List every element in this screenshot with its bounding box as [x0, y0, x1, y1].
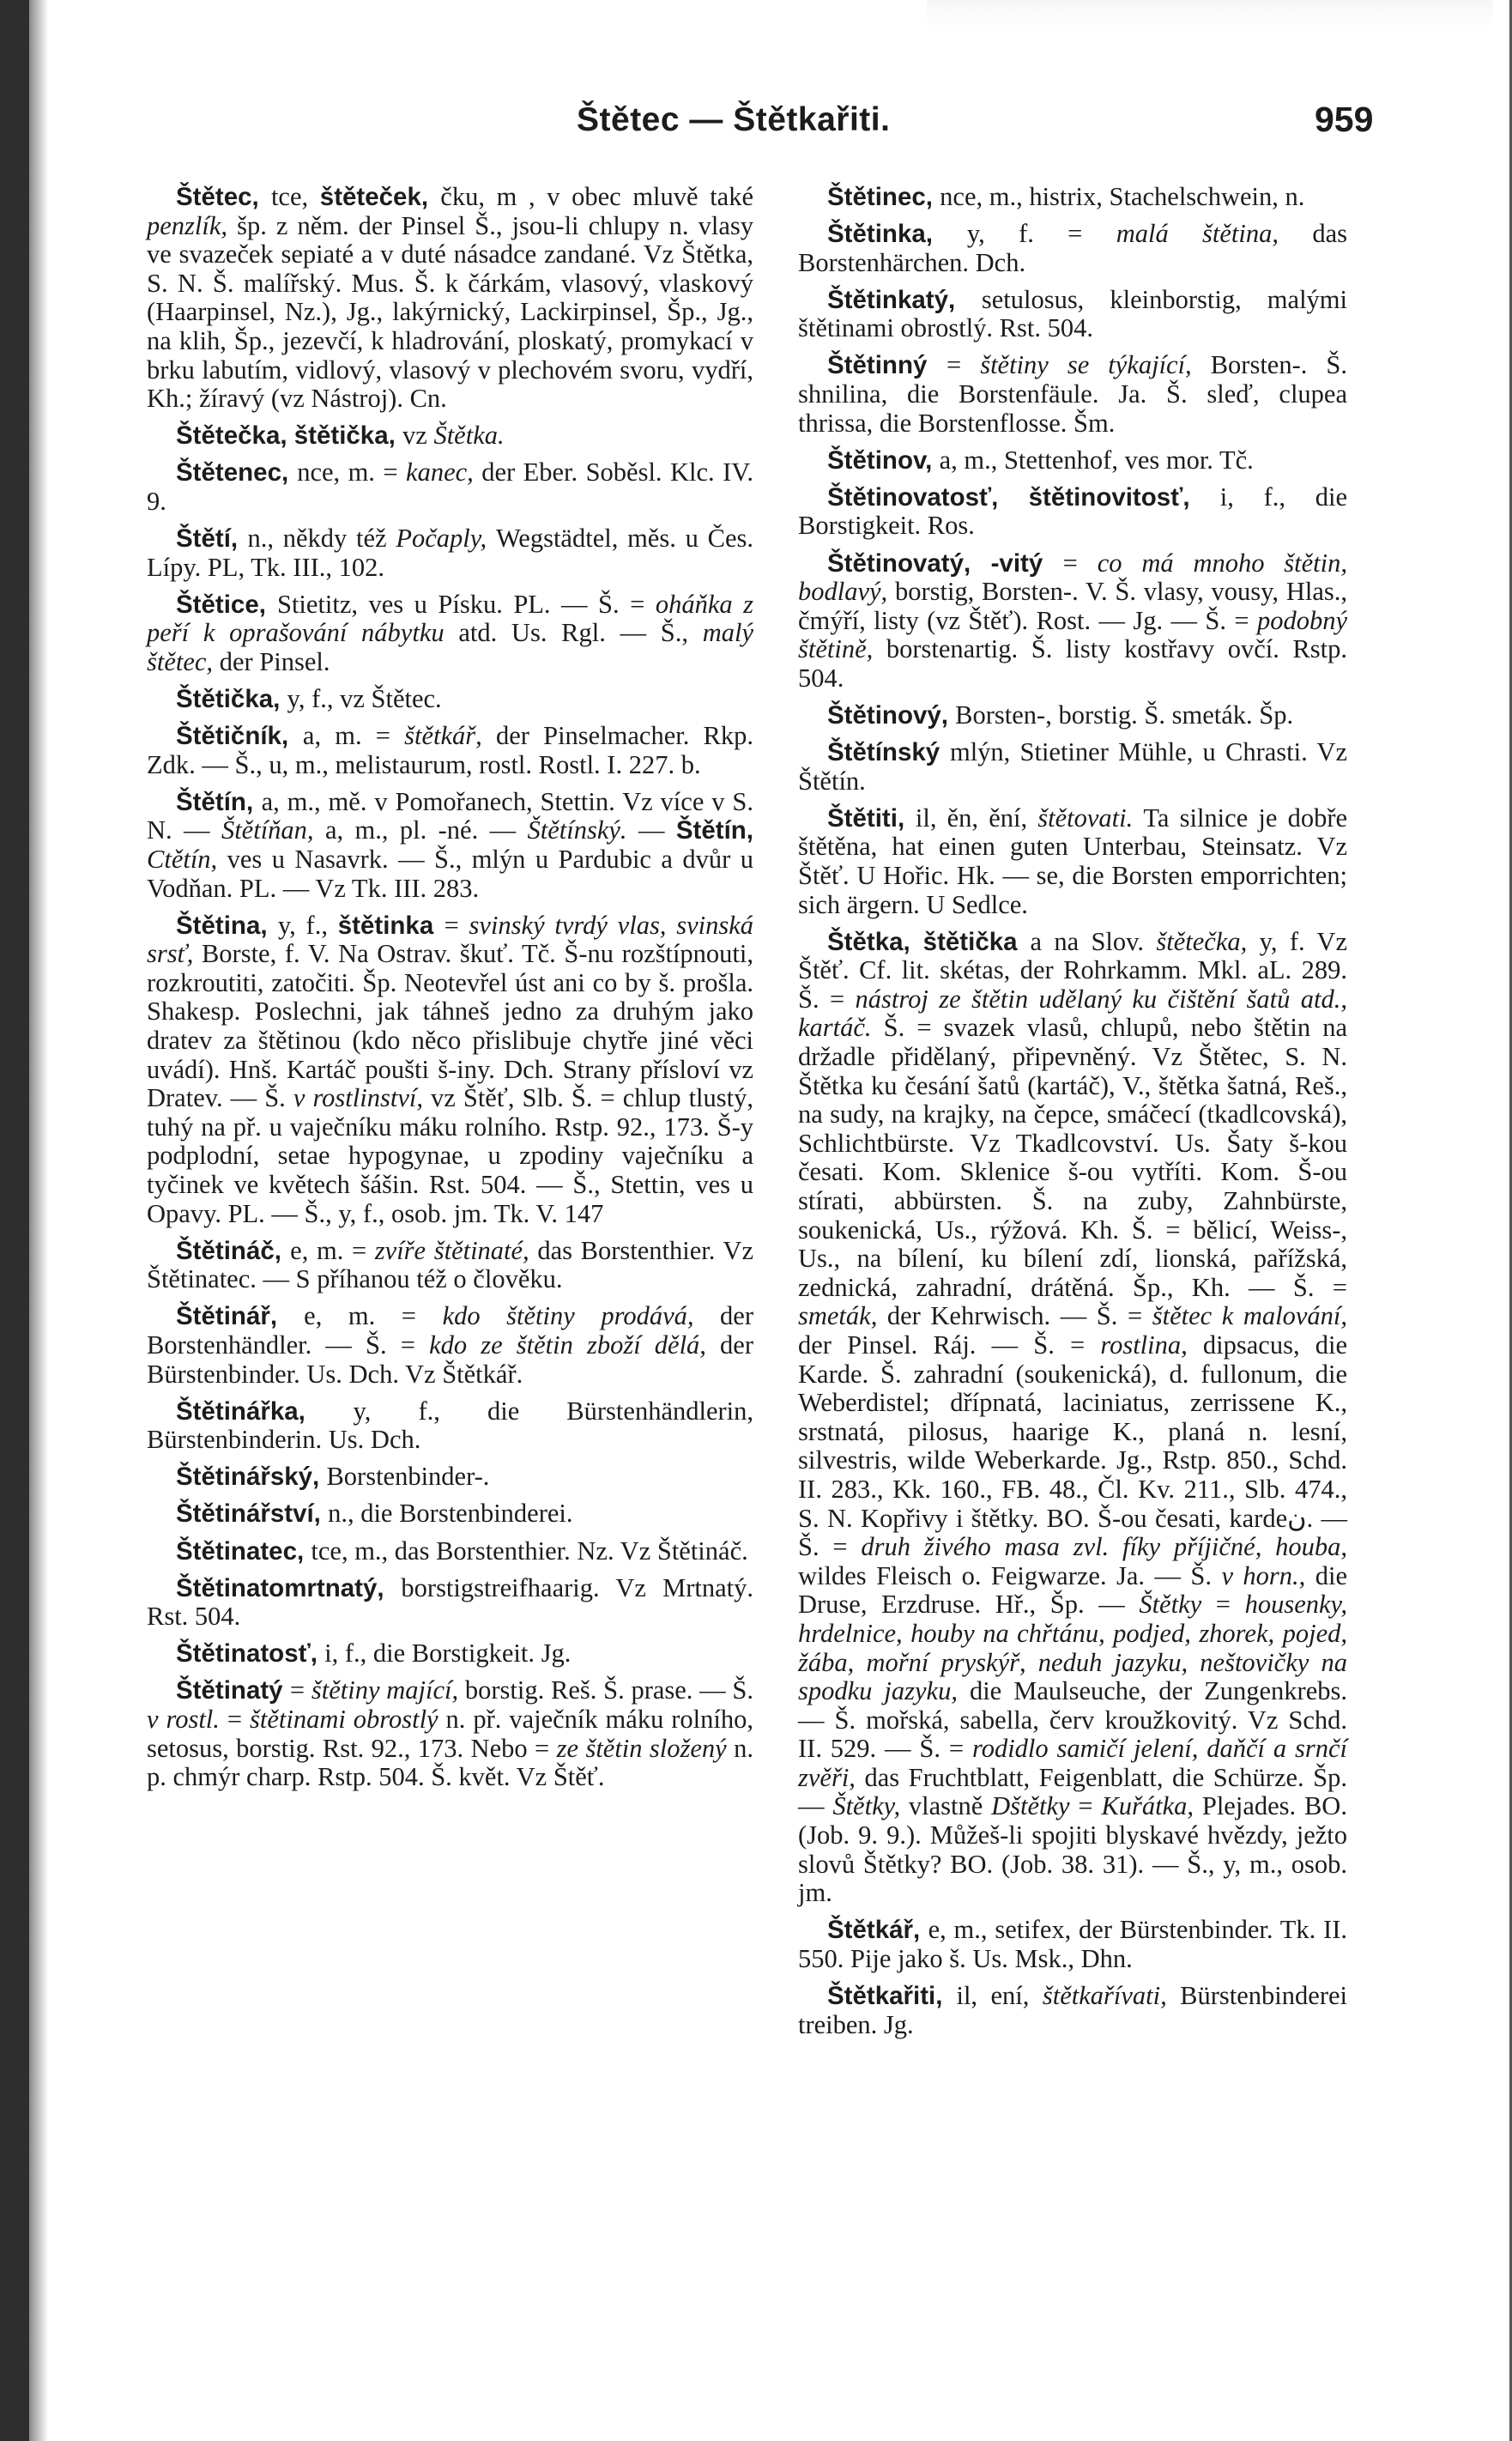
- entry-text: die Druse, Erzdruse. Hř., Šp. —: [798, 1560, 1347, 1620]
- entry-text: n. př. vaječník máku rolního, setosus, borstig. Rst. 92., 173. Nebo =: [147, 1705, 753, 1763]
- dictionary-entry: [147, 788, 753, 903]
- entry-text: das Borstenthier. Vz Štětinatec. — S příhanou též o člověku.: [147, 1235, 753, 1294]
- page-number: 959: [1315, 100, 1374, 139]
- entry-italic-text: kdo štětiny prodává,: [442, 1301, 721, 1331]
- entry-text: il, ěn, ění,: [915, 803, 1038, 833]
- entry-headword: Štětenec,: [176, 458, 298, 488]
- entry-text: nce, m., histrix, Stachelschwein, n.: [940, 182, 1305, 211]
- entry-text: Borsten-, borstig. Š. smeták. Šp.: [955, 700, 1294, 730]
- entry-text: n., někdy též: [247, 524, 396, 554]
- entry-text: =: [1062, 548, 1098, 578]
- entry-text: a, m., Stettenhof, ves mor. Tč.: [939, 445, 1254, 475]
- entry-text: =: [289, 1675, 311, 1705]
- dictionary-entry: [147, 1676, 753, 1791]
- entry-text: der Eber. Soběsl. Klc. IV. 9.: [147, 457, 753, 516]
- entry-headword: štěteček,: [319, 183, 441, 211]
- entry-text: =: [444, 910, 469, 940]
- entry-italic-text: nástroj ze štětin udělaný ku čištění šatů atd., kartáč.: [798, 984, 1347, 1043]
- entry-italic-text: Dštětky: [991, 1791, 1079, 1821]
- entry-headword: Štětináč,: [176, 1236, 291, 1265]
- entry-headword: Štětinkatý,: [827, 285, 982, 314]
- dictionary-entry: [147, 1499, 753, 1529]
- entry-headword: Štětinářství,: [176, 1499, 329, 1529]
- page-edge-top: [927, 0, 1493, 29]
- entry-italic-text: Kuřátka,: [1101, 1791, 1202, 1821]
- entry-headword: Štětkařiti,: [827, 1982, 957, 2011]
- entry-headword: štětinka: [337, 911, 445, 940]
- entry-text: Borste, f. V. Na Ostrav. škuť. Tč. Š-nu rozštípnouti, rozkroutiti, zatočiti. Šp. Neotevřel úst ani co by š. prošla. Shakesp. Poslechni, jak táhneš jedno za druhým jako dratev za štětinou (kdo něco přislibuje chytře jiné věci uvádí). Hnš. Kartáč poušti š-iny. Dch. Strany přísloví vz Dratev. — Š.: [147, 939, 753, 1113]
- entry-headword: Štětinářka,: [176, 1396, 354, 1426]
- running-head: Štětec — Štětkařiti.: [577, 101, 891, 138]
- dictionary-entry: [798, 1982, 1347, 2039]
- entry-text: der Pinsel.: [219, 646, 330, 676]
- entry-text: vlastně: [908, 1791, 992, 1821]
- dictionary-entry: [798, 351, 1347, 438]
- entry-text: šp. z něm. der Pinsel Š., jsou-li chlupy n. vlasy ve svazeček sepiaté a v duté násadce zandané. Vz Štětka, S. N. Š. malířský. Mus. Š. k čárkám, vlasový, vlaskový (Haarpinsel, Nz.), Jg., lakýrnický, Lackirpinsel, Šp., Jg., na klih, Šp., jezevčí, k hladrování, ploskatý, promykací v brku labutím, vidlový, vlasový v plechovém svoru, vydří, Kh.; žíravý (vz Nástroj). Cn.: [147, 210, 753, 414]
- entry-text: der Borstenhändler. — Š. =: [147, 1301, 753, 1360]
- entry-text: der Bürstenbinder. Us. Dch. Vz Štětkář.: [147, 1330, 753, 1389]
- entry-headword: Štětec,: [176, 183, 271, 211]
- entry-italic-text: štětkařívati,: [1042, 1981, 1181, 2011]
- entry-italic-text: štětovati.: [1037, 803, 1144, 833]
- dictionary-entry: [147, 1302, 753, 1389]
- entry-headword: Štětinov,: [827, 445, 940, 475]
- entry-text: Stietitz, ves u Písku. PL. — Š. =: [277, 589, 656, 619]
- dictionary-entry: [147, 722, 753, 779]
- entry-italic-text: rostlina,: [1100, 1330, 1203, 1360]
- entry-headword: Štětinatý: [176, 1676, 290, 1705]
- entry-italic-text: kdo ze štětin zboží dělá,: [429, 1330, 721, 1360]
- dictionary-entry: [798, 701, 1347, 730]
- entry-text: wildes Fleisch o. Feigwarze. Ja. — Š.: [798, 1560, 1222, 1590]
- scan-shadow-left: [0, 0, 29, 2441]
- entry-text: y, f. Vz Štěť. Cf. lit. skétas, der Rohrkamm. Mkl. aL. 289. Š. =: [798, 926, 1347, 1014]
- dictionary-entry: [147, 458, 753, 516]
- dictionary-entry: [798, 928, 1347, 1908]
- entry-italic-text: Štětky: [1139, 1590, 1216, 1620]
- entry-italic-text: štětiny se týkající,: [980, 350, 1211, 380]
- entry-text: borstig, Borsten-. V. Š. vlasy, vousy, Hlas., čmýří, listy (vz Štěť). Rost. — Jg. — Š. =: [798, 577, 1347, 635]
- entry-text: tce, m., das Borstenthier. Nz. Vz Štětináč.: [311, 1535, 748, 1566]
- dictionary-entry: [147, 1574, 753, 1632]
- entry-italic-text: Štětka.: [433, 421, 505, 451]
- entry-headword: Štětička,: [176, 685, 287, 713]
- dictionary-entry: [798, 804, 1347, 919]
- entry-italic-text: housenky, hrdelnice, houby na chřtánu, podjed, zhorek, pojed, žába, mořní pryskýř, neduh jazyku, neštovičky na spodku jazyku,: [798, 1590, 1348, 1706]
- entry-text: i, f., die Borstigkeit. Jg.: [324, 1638, 572, 1669]
- entry-headword: Štětinovatosť, štětinovitosť,: [827, 482, 1220, 512]
- entry-text: borstenartig. Š. listy kostřavy ovčí. Rstp. 504.: [798, 634, 1347, 693]
- entry-headword: Štětice,: [176, 590, 277, 619]
- dictionary-entry: [147, 183, 753, 414]
- entry-text: i, f., die Borstigkeit. Ros.: [798, 482, 1347, 541]
- entry-headword: Štětí,: [176, 524, 248, 554]
- dictionary-entry: [798, 220, 1347, 277]
- entry-text: y, f., die Bürstenhändlerin, Bürstenbinderin. Us. Dch.: [147, 1396, 753, 1455]
- dictionary-entry: [147, 1639, 753, 1669]
- entry-italic-text: Počaply,: [396, 524, 496, 554]
- entry-italic-text: zvíře štětinaté,: [374, 1235, 538, 1265]
- entry-italic-text: oháňka z peří k oprašování nábytku: [147, 589, 753, 648]
- entry-italic-text: rodidlo samičí jelení, daňčí a srnčí zvěři,: [798, 1734, 1347, 1792]
- entry-headword: Štětiti,: [827, 803, 916, 833]
- entry-italic-text: co má mnoho štětin, bodlavý,: [798, 548, 1348, 607]
- entry-text: n. p. chmýr charp. Rstp. 504. Š. květ. Vz Štěť.: [147, 1733, 754, 1792]
- entry-italic-text: Štětínský.: [527, 815, 638, 845]
- entry-text: =: [227, 1705, 250, 1734]
- entry-italic-text: v horn.,: [1221, 1560, 1315, 1590]
- dictionary-entry: [798, 549, 1347, 694]
- entry-text: a, m. =: [302, 721, 405, 751]
- entry-italic-text: malá štětina,: [1116, 219, 1313, 249]
- entry-italic-text: podobný štětině,: [798, 605, 1347, 664]
- entry-text: Ta silnice je dobře štětěna, hat einen guten Unterbau, Steinsatz. Vz Štěť. U Hořic. Hk. — se, die Borsten emporrichten; sich ärgern. U Sedlce.: [798, 803, 1348, 919]
- entry-italic-text: svinský tvrdý vlas, svinská srsť,: [147, 910, 753, 969]
- entry-italic-text: štětiny mající,: [311, 1675, 465, 1705]
- entry-text: n., die Borstenbinderei.: [328, 1499, 573, 1529]
- dictionary-entry: [798, 1916, 1347, 1973]
- entry-text: e, m., setifex, der Bürstenbinder. Tk. II. 550. Pije jako š. Us. Msk., Dhn.: [798, 1915, 1347, 1973]
- entry-text: y, f., vz Štětec.: [287, 684, 442, 713]
- entry-text: der Kehrwisch. — Š. =: [886, 1301, 1152, 1331]
- entry-text: nce, m. =: [297, 457, 407, 488]
- entry-text: vz: [402, 421, 434, 451]
- entry-italic-text: kanec,: [406, 457, 482, 488]
- entry-text: der Pinselmacher. Rkp. Zdk. — Š., u, m., melistaurum, rostl. Rostl. I. 227. b.: [147, 721, 754, 779]
- dictionary-entry: [147, 524, 753, 582]
- entry-italic-text: v rostlinství,: [293, 1083, 432, 1113]
- entry-text: Bürstenbinderei treiben. Jg.: [798, 1981, 1347, 2039]
- entry-italic-text: smeták,: [798, 1301, 887, 1331]
- entry-text: =: [1078, 1791, 1102, 1821]
- entry-text: das Fruchtblatt, Feigenblatt, die Schürze. Šp. —: [798, 1762, 1348, 1821]
- entry-headword: Štětina,: [176, 911, 278, 940]
- entry-italic-text: Štětky,: [832, 1791, 909, 1821]
- entry-text: Plejades. BO. (Job. 9. 9.). Můžeš-li spojiti blyskavé hvězdy, ježto slovů Štětky? BO. (Job. 38. 31). — Š., y, m., osob. jm.: [798, 1791, 1347, 1908]
- entry-text: čku, m , v obec mluvě také: [440, 182, 753, 211]
- dictionary-entry: [147, 1397, 753, 1455]
- entry-text: a, m., pl. -né. —: [324, 815, 528, 845]
- entry-italic-text: Ctětín,: [147, 844, 227, 874]
- left-column: [147, 183, 753, 1800]
- entry-headword: Štětinatomrtnatý,: [176, 1573, 402, 1602]
- entry-text: y, f. =: [966, 219, 1116, 249]
- scan-shadow-gradient: [29, 0, 48, 2441]
- entry-headword: Štětinový,: [827, 701, 956, 730]
- entry-text: e, m. =: [290, 1235, 375, 1265]
- entry-italic-text: penzlík,: [147, 210, 238, 240]
- entry-headword: Štětinatosť,: [176, 1639, 325, 1669]
- dictionary-entry: [798, 183, 1347, 212]
- dictionary-entry: [147, 591, 753, 677]
- entry-text: Š. = svazek vlasů, chlupů, nebo štětin na držadle přidělaný, připevněný. Vz Štětec, S. N. Štětka ku česání šatů (kartáč), V., štětka šatná, Reš., na sudy, na krajky, na čepce, smáčecí (tkadlcovská), Schlichtbürste. Vz Tkadlcovství. Us. Šaty š-kou česati. Kom. Sklenice š-ou vytříti. Kom. Š-ou stírati, abbürsten. Š. na zuby, Zahnbürste, soukenická, Us., rýžová. Kh. Š. = bělicí, Weiss-, Us., na bílení, ku bílení zdí, lionská, pařížská, zednická, zahradní, drátěná. Šp., Kh. — Š. =: [798, 1013, 1347, 1302]
- entry-headword: Štětín,: [675, 816, 753, 845]
- entry-italic-text: štětinami obrostlý: [249, 1705, 446, 1734]
- entry-headword: Štětínský: [827, 738, 950, 767]
- entry-headword: Štětinka,: [827, 220, 967, 249]
- entry-italic-text: štětkář,: [404, 721, 496, 751]
- dictionary-entry: [798, 446, 1347, 475]
- dictionary-entry: [147, 1537, 753, 1566]
- entry-text: =: [1215, 1590, 1245, 1620]
- entry-italic-text: štětečka,: [1156, 926, 1260, 956]
- entry-text: a na Slov.: [1030, 926, 1157, 956]
- entry-italic-text: v rostl.: [147, 1705, 227, 1734]
- right-column: [798, 183, 1347, 2048]
- entry-text: y, f.,: [277, 910, 338, 940]
- dictionary-entry: [147, 912, 753, 1229]
- dictionary-entry: [798, 286, 1347, 343]
- entry-text: Wegstädtel, měs. u Čes. Lípy. PL, Tk. III., 102.: [147, 524, 753, 582]
- entry-italic-text: druh živého masa zvl. fíky příjičné, houba,: [861, 1532, 1347, 1562]
- entry-headword: Štětečka, štětička,: [176, 421, 403, 451]
- entry-italic-text: ze štětin složený: [556, 1733, 735, 1763]
- entry-headword: Štětinářský,: [176, 1463, 327, 1492]
- entry-text: borstigstreifhaarig. Vz Mrtnatý. Rst. 504.: [147, 1572, 754, 1632]
- entry-text: Borsten-. Š. shnilina, die Borstenfäule. Ja. Š. sleď, clupea thrissa, die Borstenflosse. Šm.: [798, 350, 1347, 438]
- entry-text: atd. Us. Rgl. — Š.,: [458, 618, 703, 648]
- entry-headword: Štětinný: [827, 351, 947, 380]
- entry-headword: Štětín,: [176, 787, 262, 816]
- entry-headword: Štětkář,: [827, 1916, 928, 1945]
- entry-text: =: [946, 350, 981, 380]
- entry-italic-text: Štětíňan,: [221, 815, 325, 845]
- entry-text: borstig. Reš. Š. prase. — Š.: [464, 1675, 754, 1705]
- dictionary-entry: [147, 1237, 753, 1294]
- entry-text: setulosus, kleinborstig, malými štětinami obrostlý. Rst. 504.: [798, 284, 1347, 343]
- dictionary-entry: [147, 685, 753, 714]
- entry-text: dipsacus, die Karde. Š. zahradní (soukenická), d. fullonum, die Weberdistel; dřípnatá, laciniatus, zerrissene K., srstnatá, pilosus, haarige K., planá n. lesní, silvestris, wilde Weberkarde. Jg., Rstp. 850., Schd. II. 283., Kk. 160., FB. 48., Čl. Kv. 211., Slb. 474., S. N. Kopřivy i štětky. BO. Š-ou česati, kardeن. — Š. =: [798, 1330, 1347, 1562]
- dictionary-entry: [147, 1463, 753, 1492]
- dictionary-entry: [798, 738, 1347, 796]
- dictionary-entry: [798, 483, 1347, 541]
- entry-headword: Štětinec,: [827, 183, 940, 211]
- entry-text: die Maulseuche, der Zungenkrebs. — Š. mořská, sabella, červ kroužkovitý. Vz Schd. II. 529. — Š. =: [798, 1676, 1347, 1764]
- entry-text: ves u Nasavrk. — Š., mlýn u Pardubic a dvůr u Vodňan. PL. — Vz Tk. III. 283.: [147, 844, 753, 903]
- entry-text: vz Štěť, Slb. Š. = chlup tlustý, tuhý na př. u vaječníku máku rolního. Rstp. 92., 173. Š-y podplodní, setae hypogynae, u zpodiny vaječníku a tyčinek ve květech šášin. Rst. 504. — Š., Stettin, ves u Opavy. PL. — Š., y, f., osob. jm. Tk. V. 147: [147, 1083, 753, 1228]
- entry-text: Borstenbinder-.: [326, 1462, 490, 1492]
- entry-text: mlýn, Stietiner Mühle, u Chrasti. Vz Štětín.: [798, 737, 1347, 796]
- dictionary-entry: [147, 421, 753, 451]
- entry-text: das Borstenhärchen. Dch.: [798, 219, 1347, 277]
- entry-headword: Štětinář,: [176, 1302, 305, 1331]
- entry-text: tce,: [270, 182, 320, 211]
- entry-headword: Štětka, štětička: [827, 927, 1031, 956]
- entry-headword: Štětičník,: [176, 722, 303, 751]
- entry-text: —: [638, 815, 676, 845]
- entry-text: e, m. =: [304, 1301, 443, 1331]
- entry-headword: Štětinovatý, -vitý: [827, 548, 1063, 578]
- entry-text: il, ení,: [956, 1981, 1043, 2011]
- entry-italic-text: malý štětec,: [147, 618, 754, 676]
- entry-text: a, m., mě. v Pomořanech, Stettin. Vz více v S. N. —: [147, 786, 753, 845]
- entry-text: der Pinsel. Ráj. — Š. =: [798, 1330, 1101, 1360]
- entry-headword: Štětinatec,: [176, 1536, 311, 1566]
- entry-italic-text: štětec k malování,: [1152, 1301, 1347, 1331]
